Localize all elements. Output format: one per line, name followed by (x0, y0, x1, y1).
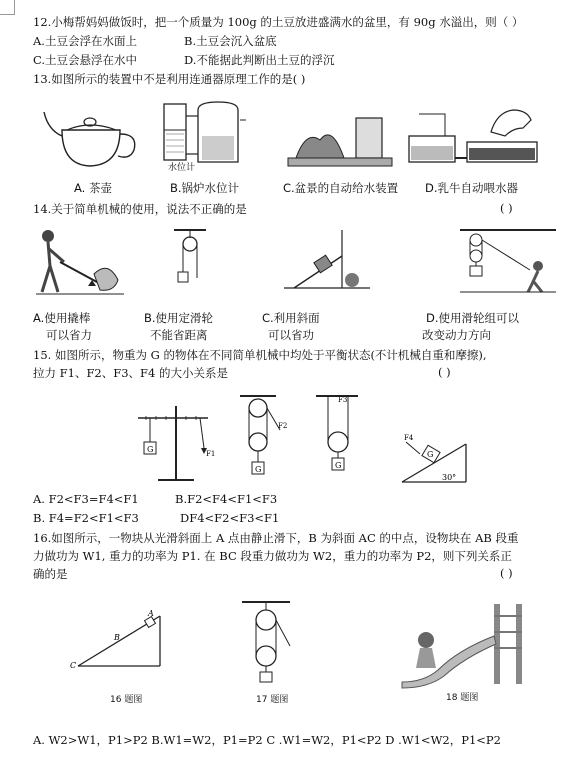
point-a-label: A (148, 609, 154, 618)
corner-mark (0, 0, 15, 15)
q15-option-a: A. F2<F3=F4<F1 (33, 492, 139, 506)
q13-stem: 13.如图所示的装置中不是利用连通器原理工作的是( ) (33, 72, 306, 86)
fig16-caption: 16 题图 (110, 695, 143, 705)
q12-stem: 12.小梅帮妈妈做饭时，把一个质量为 100g 的土豆放进盛满水的盆里，有 90g 水溢出，则（ ） (33, 15, 524, 29)
q15-option-d: DF4<F2<F3<F1 (180, 511, 280, 525)
q14-option-d-line2: 改变动力方向 (422, 328, 491, 342)
angle-label: 30° (442, 473, 457, 482)
f1-label: F1 (206, 450, 216, 458)
q14-option-d-line1: D.使用滑轮组可以 (426, 311, 520, 325)
q14-option-c-line1: C.利用斜面 (262, 311, 320, 325)
pulley-block-figure (458, 226, 558, 296)
incline-figure (282, 228, 372, 294)
q13-option-c: C.盆景的自动给水装置 (283, 181, 399, 195)
q16-options: A. W2>W1，P1>P2 B.W1=W2，P1=P2 C .W1=W2，P1<P2 D .W1<W2，P1<P2 (33, 733, 501, 747)
bonsai-figure (286, 110, 396, 172)
teapot-figure (42, 100, 142, 172)
q13-option-b: B.锅炉水位计 (170, 181, 240, 195)
point-c-label: C (70, 661, 77, 670)
q14-paren: ( ) (500, 201, 513, 215)
gauge-label: 水位计 (168, 163, 196, 173)
cow-feeder-figure (405, 102, 545, 172)
pulley-weight-label: G (255, 465, 262, 474)
q14-option-a-line1: A.使用撬棒 (33, 311, 91, 325)
q15-option-c: B. F4=F2<F1<F3 (33, 511, 139, 525)
q16-stem-line2: 力做功为 W1, 重力的功率为 P1. 在 BC 段重力做功为 W2，重力的功率为 P2，则下列关系正 (33, 549, 512, 563)
q14-option-b-line2: 不能省距离 (150, 328, 208, 342)
q12-option-d: D.不能据此判断出土豆的浮沉 (184, 53, 335, 67)
q15-option-b: B.F2<F4<F1<F3 (175, 492, 278, 506)
q13-option-a: A. 茶壶 (74, 181, 112, 195)
q16-stem-line1: 16.如图所示，一物块从光滑斜面上 A 点由静止滑下，B 为斜面 AC 的中点，设物块在 AB 段重 (33, 531, 519, 545)
q12-option-a: A.土豆会浮在水面上 (33, 34, 137, 48)
incline-weight-label: G (427, 450, 434, 459)
q14-option-c-line2: 可以省功 (268, 328, 314, 342)
movable-weight-label: G (335, 461, 342, 470)
q12-option-b: B.土豆会沉入盆底 (184, 34, 277, 48)
q15-figures (128, 392, 468, 492)
lever-weight-label: G (147, 445, 154, 454)
fig17-pulley (236, 600, 296, 690)
q14-stem: 14.关于简单机械的使用，说法不正确的是 (33, 202, 247, 216)
f2-label: F2 (278, 422, 288, 430)
fig17-caption: 17 题图 (256, 695, 289, 705)
q16-paren: ( ) (500, 566, 513, 580)
crowbar-figure (34, 226, 124, 298)
fig18-caption: 18 题图 (446, 693, 479, 703)
q15-stem-line1: 15. 如图所示，物重为 G 的物体在不同简单机械中均处于平衡状态(不计机械自重和摩擦), (33, 348, 487, 362)
fixed-pulley-figure (170, 228, 210, 290)
q16-stem-line3: 确的是 (33, 567, 68, 581)
q15-paren: ( ) (438, 365, 451, 379)
fig16-incline (68, 606, 168, 672)
f4-label: F4 (404, 434, 414, 442)
f3-label: F3 (338, 396, 348, 404)
q14-option-b-line1: B.使用定滑轮 (144, 311, 214, 325)
fig18-slide (398, 596, 538, 692)
q14-option-a-line2: 可以省力 (46, 328, 92, 342)
point-b-label: B (114, 633, 120, 642)
q15-stem-line2: 拉力 F1、F2、F3、F4 的大小关系是 (33, 366, 228, 380)
q12-option-c: C.土豆会悬浮在水中 (33, 53, 138, 67)
q13-option-d: D.乳牛自动喂水器 (425, 181, 519, 195)
